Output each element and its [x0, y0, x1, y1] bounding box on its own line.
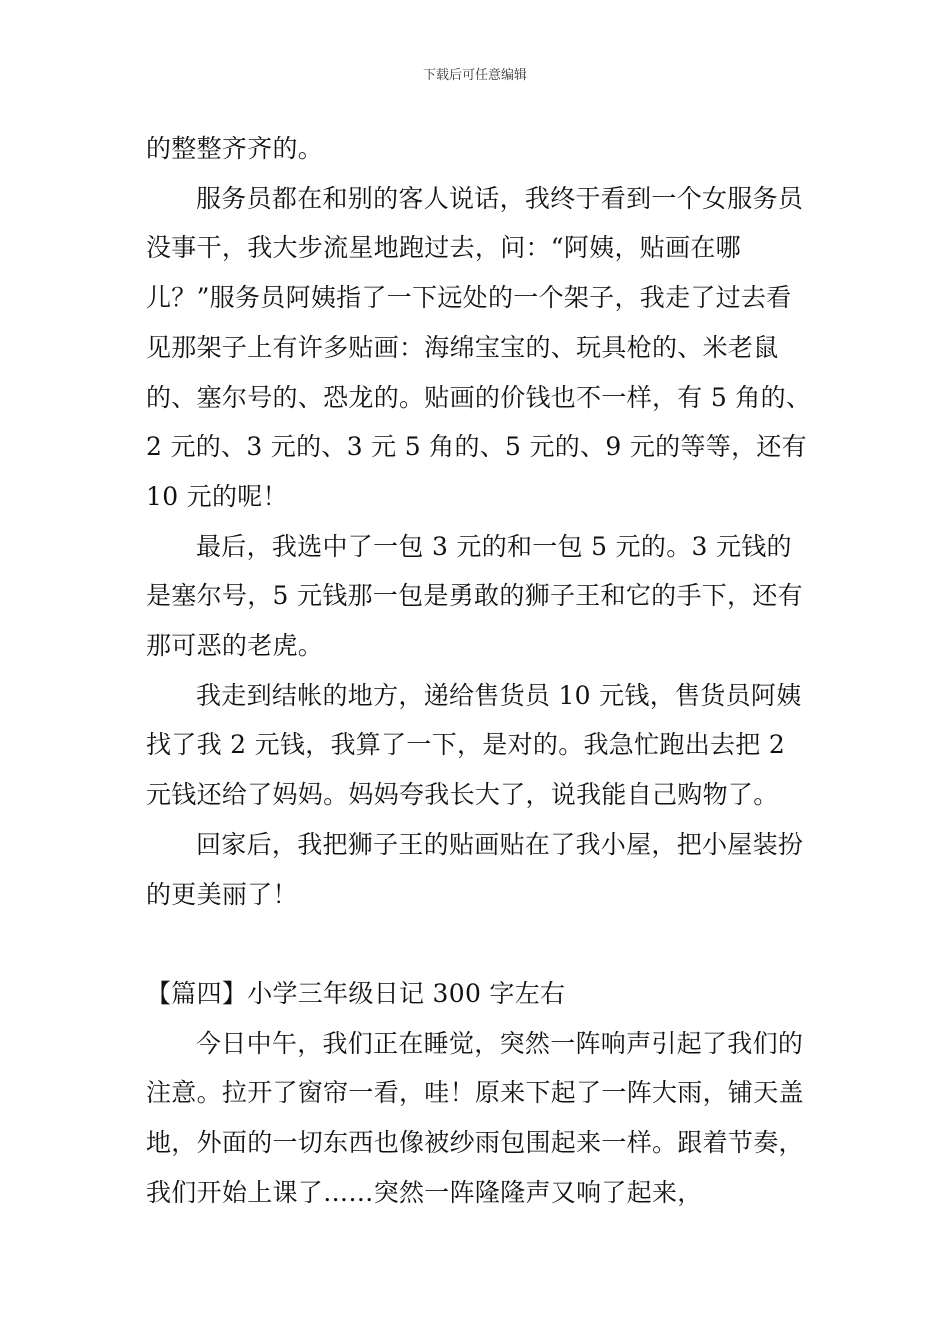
paragraph-continuation: 的整整齐齐的。: [146, 134, 324, 163]
document-body: [146, 124, 816, 1217]
paragraph: 回家后，我把狮子王的贴画贴在了我小屋，把小屋装扮的更美丽了！: [146, 829, 804, 909]
paragraph: 今日中午，我们正在睡觉，突然一阵响声引起了我们的注意。拉开了窗帘一看，哇！原来下起了一阵大雨，铺天盖地，外面的一切东西也像被纱雨包围起来一样。跟着节奏，我们开始上课了……突然一阵隆隆声又响了起来，: [146, 1028, 804, 1207]
paragraph: 最后，我选中了一包 3 元的和一包 5 元的。3 元钱的是塞尔号，5 元钱那一包是勇敢的狮子王和它的手下，还有那可恶的老虎。: [146, 531, 803, 661]
paragraph: 我走到结帐的地方，递给售货员 10 元钱，售货员阿姨找了我 2 元钱，我算了一下，是对的。我急忙跑出去把 2 元钱还给了妈妈。妈妈夸我长大了，说我能自己购物了。: [146, 680, 802, 810]
paragraph: 服务员都在和别的客人说话，我终于看到一个女服务员没事干，我大步流星地跑过去，问：“阿姨，贴画在哪儿？”服务员阿姨指了一下远处的一个架子，我走了过去看见那架子上有许多贴画：海绵宝宝的、玩具枪的、米老鼠的、塞尔号的、恐龙的。贴画的价钱也不一样，有 5 角的、2 元的、3 元的、3 元 5 角的、5 元的、9 元的等等，还有 10 元的呢！: [146, 183, 812, 511]
page-header: 下载后可任意编辑: [422, 68, 527, 83]
section-title: 【篇四】小学三年级日记 300 字左右: [146, 978, 566, 1008]
section-spacer: [146, 919, 816, 969]
